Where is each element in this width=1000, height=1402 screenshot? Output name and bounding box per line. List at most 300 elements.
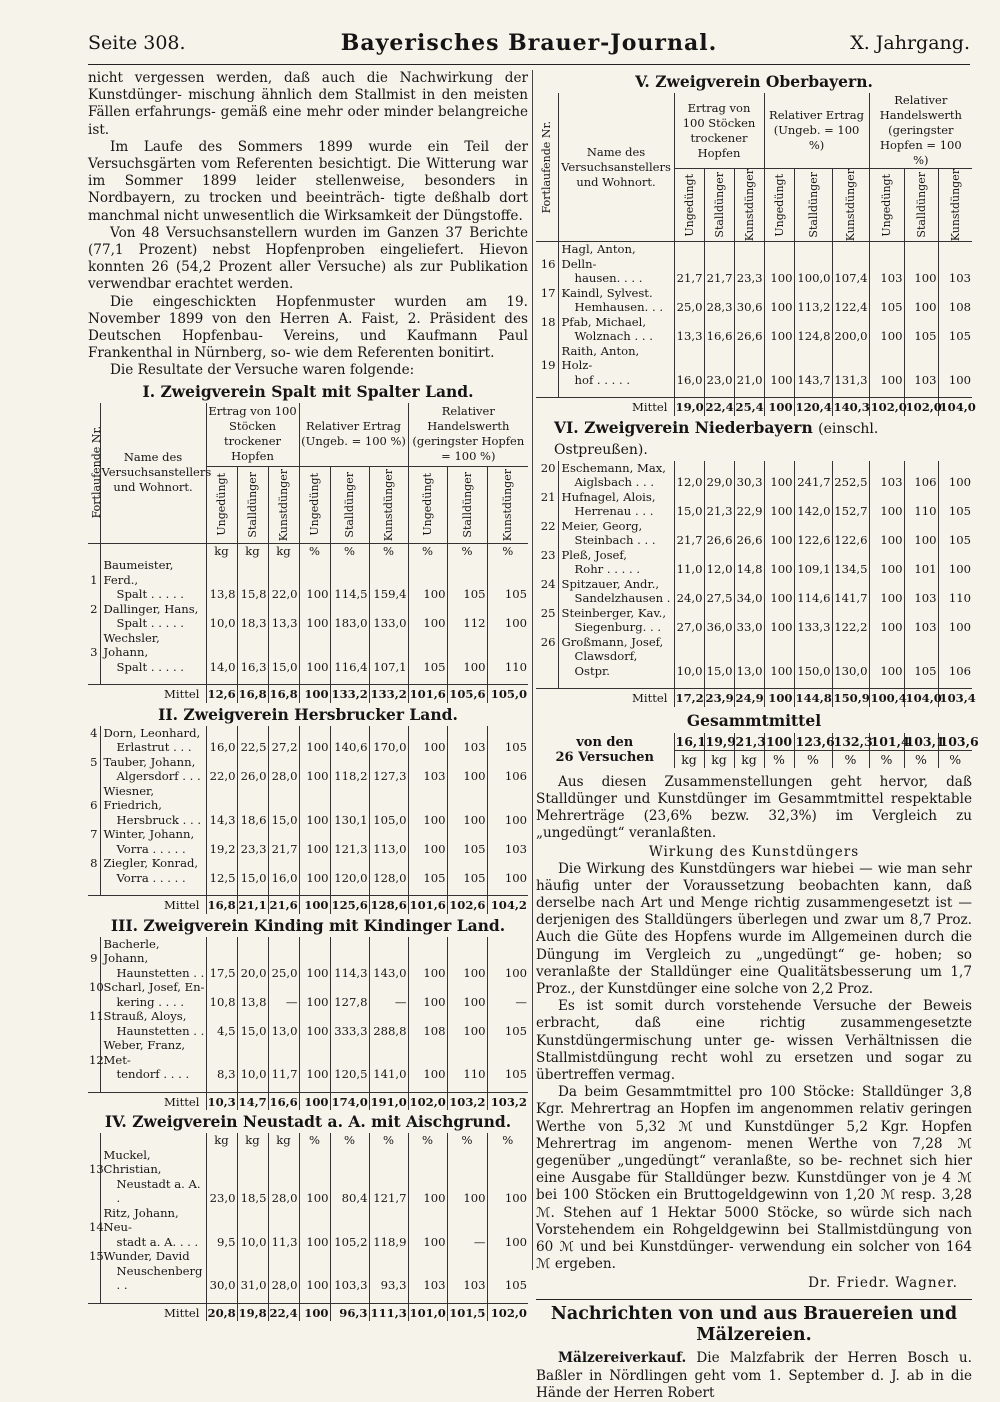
cell bbox=[536, 300, 558, 315]
cell bbox=[764, 519, 794, 534]
name-line: Scharl, Josef, En- bbox=[100, 980, 206, 995]
col-header-rel-ertrag: Relativer Ertrag (Ungeb. = 100 %) bbox=[299, 403, 408, 467]
value-cell: 120,5 bbox=[330, 1067, 369, 1082]
cell bbox=[904, 577, 938, 592]
results-table bbox=[88, 726, 528, 914]
cell bbox=[938, 286, 972, 301]
cell bbox=[206, 827, 237, 842]
table-row bbox=[536, 533, 972, 548]
cell bbox=[237, 885, 268, 896]
location-line: Siegenburg. . . bbox=[558, 620, 674, 635]
row-number: 14 bbox=[88, 1206, 100, 1235]
cell bbox=[299, 827, 330, 842]
cell bbox=[447, 980, 487, 995]
cell bbox=[832, 606, 869, 621]
cell bbox=[88, 674, 100, 685]
cell bbox=[938, 461, 972, 476]
location-line: Aiglsbach . . . bbox=[558, 475, 674, 490]
cell bbox=[674, 678, 704, 689]
gesammt-label-2: 26 Versuchen bbox=[555, 750, 654, 766]
table-row bbox=[536, 504, 972, 519]
value-cell: 100 bbox=[447, 660, 487, 675]
row-number: 11 bbox=[89, 1009, 104, 1024]
row-number: 10 bbox=[89, 980, 104, 995]
value-cell: 18,6 bbox=[237, 813, 268, 828]
value-cell: 105 bbox=[408, 871, 447, 886]
mittel-value: 103,2 bbox=[487, 1092, 528, 1110]
cell bbox=[832, 577, 869, 592]
table-row bbox=[88, 1009, 528, 1024]
value-cell: 107,4 bbox=[832, 271, 869, 286]
value-cell: 26,6 bbox=[734, 533, 764, 548]
col-header-rel-handel: Relativer Handelswerth (geringster Hopfen = 100 %) bbox=[408, 403, 528, 467]
value-cell: 10,0 bbox=[237, 1067, 268, 1082]
cell bbox=[206, 1249, 237, 1264]
cell bbox=[447, 674, 487, 685]
cell bbox=[938, 678, 972, 689]
value-cell: 100 bbox=[948, 372, 972, 387]
value-cell: 114,3 bbox=[330, 966, 369, 981]
name-line: Ritz, Johann, Neu- bbox=[100, 1206, 206, 1235]
table-row bbox=[88, 769, 528, 784]
value-cell: 13,3 bbox=[674, 329, 704, 344]
cell bbox=[487, 980, 528, 995]
cell bbox=[447, 1293, 487, 1304]
cell bbox=[408, 631, 447, 660]
value-cell: 110 bbox=[904, 504, 938, 519]
value-cell: 100 bbox=[299, 769, 330, 784]
table-row bbox=[536, 286, 972, 301]
cell bbox=[764, 548, 794, 563]
gesammt-unit: % bbox=[832, 750, 869, 768]
cell bbox=[237, 755, 268, 770]
section-title: V. Zweigverein Oberbayern. bbox=[635, 72, 873, 91]
cell bbox=[408, 674, 447, 685]
gesammt-value: 132,3 bbox=[833, 733, 873, 749]
results-table-right bbox=[536, 93, 976, 416]
value-cell: 13,0 bbox=[734, 649, 764, 678]
value-cell: 100 bbox=[869, 329, 904, 344]
cell bbox=[794, 344, 832, 373]
cell bbox=[369, 602, 408, 617]
value-cell: 100 bbox=[299, 616, 330, 631]
cell bbox=[904, 242, 938, 272]
unit-cell: kg bbox=[206, 1133, 237, 1148]
value-cell: 13,8 bbox=[237, 995, 268, 1010]
results-table bbox=[88, 1133, 528, 1321]
row-number: 17 bbox=[536, 286, 558, 301]
cell bbox=[794, 606, 832, 621]
name-line: Raith, Anton, Holz- bbox=[558, 344, 674, 373]
mittel-value: 10,3 bbox=[206, 1092, 237, 1110]
value-cell: 17,5 bbox=[206, 966, 237, 981]
unit-cell: % bbox=[330, 1133, 369, 1148]
row-number: 8 bbox=[88, 856, 100, 871]
value-cell: 116,4 bbox=[330, 660, 369, 675]
cell bbox=[938, 344, 972, 373]
gesammt-label bbox=[536, 733, 674, 768]
cell bbox=[938, 577, 972, 592]
cell bbox=[536, 373, 558, 388]
value-cell: 200,0 bbox=[832, 329, 869, 344]
cell bbox=[447, 631, 487, 660]
name-line: Dallinger, Hans, bbox=[100, 602, 206, 617]
value-cell: 9,5 bbox=[206, 1235, 237, 1250]
value-cell: 105 bbox=[504, 1278, 527, 1293]
cell bbox=[447, 784, 487, 813]
col-header-name: Name des Versuchsanstellers und Wohnort. bbox=[100, 403, 206, 544]
value-cell: 15,0 bbox=[268, 813, 299, 828]
value-cell: 30,6 bbox=[734, 300, 764, 315]
units-row bbox=[88, 1133, 528, 1148]
location-line: Neuschenberg . . bbox=[100, 1264, 206, 1293]
value-cell: 252,5 bbox=[832, 475, 869, 490]
cell bbox=[268, 602, 299, 617]
table-row bbox=[88, 1264, 528, 1293]
cell bbox=[237, 1293, 268, 1304]
value-cell: — bbox=[369, 995, 408, 1010]
value-cell: 105 bbox=[447, 871, 487, 886]
value-cell: 159,4 bbox=[369, 587, 408, 602]
cell bbox=[904, 461, 938, 476]
mittel-value: 120,4 bbox=[794, 398, 832, 416]
cell bbox=[487, 1293, 528, 1304]
location-line: hof . . . . . bbox=[558, 373, 674, 388]
value-cell: 30,0 bbox=[206, 1264, 237, 1293]
cell bbox=[268, 1009, 299, 1024]
cell bbox=[487, 1038, 528, 1067]
table-row bbox=[88, 1249, 528, 1264]
cell bbox=[330, 827, 369, 842]
name-line: Pfab, Michael, bbox=[558, 315, 674, 330]
location-line: Hersbruck . . . bbox=[100, 813, 206, 828]
value-cell: 183,0 bbox=[330, 616, 369, 631]
mittel-value: 101,6 bbox=[408, 685, 447, 703]
value-cell: 103 bbox=[904, 620, 938, 635]
cell bbox=[206, 856, 237, 871]
mittel-value: 103,4 bbox=[938, 689, 972, 707]
mittel-value: 19,0 bbox=[674, 398, 704, 416]
table-row bbox=[88, 1206, 528, 1235]
row-number: 1 bbox=[88, 558, 100, 587]
table-row bbox=[88, 740, 528, 755]
value-cell: 105 bbox=[504, 1067, 527, 1082]
value-cell: 134,5 bbox=[832, 562, 869, 577]
subheader: Stalldünger bbox=[237, 466, 268, 543]
value-cell: 11,3 bbox=[268, 1235, 299, 1250]
value-cell: — bbox=[268, 995, 299, 1010]
value-cell: 103 bbox=[869, 475, 904, 490]
value-cell: 10,0 bbox=[237, 1235, 268, 1250]
cell bbox=[794, 315, 832, 330]
cell bbox=[268, 631, 299, 660]
cell bbox=[206, 1009, 237, 1024]
mittel-row bbox=[88, 685, 528, 703]
cell bbox=[447, 1148, 487, 1177]
cell bbox=[330, 1206, 369, 1235]
cell bbox=[734, 490, 764, 505]
value-cell: 105 bbox=[504, 740, 527, 755]
value-cell: 100 bbox=[504, 1234, 527, 1249]
cell bbox=[447, 856, 487, 871]
cell bbox=[237, 602, 268, 617]
value-cell: 127,3 bbox=[369, 769, 408, 784]
value-cell: 120,0 bbox=[330, 871, 369, 886]
value-cell: 100 bbox=[504, 812, 527, 827]
value-cell: 18,5 bbox=[237, 1177, 268, 1206]
mittel-value: 19,8 bbox=[237, 1303, 268, 1321]
cell bbox=[330, 784, 369, 813]
value-cell: 109,1 bbox=[794, 562, 832, 577]
cell bbox=[904, 635, 938, 650]
location-line: Haunstetten . . bbox=[100, 1024, 206, 1039]
table-row bbox=[88, 937, 528, 966]
table-row bbox=[88, 784, 528, 813]
cell bbox=[794, 548, 832, 563]
name-line: Tauber, Johann, bbox=[100, 755, 206, 770]
cell bbox=[734, 286, 764, 301]
cell bbox=[447, 558, 487, 587]
row-number: 9 bbox=[88, 937, 100, 966]
cell bbox=[704, 606, 734, 621]
value-cell: 107,1 bbox=[369, 660, 408, 675]
value-cell: 105 bbox=[904, 329, 938, 344]
cell bbox=[408, 1082, 447, 1093]
row-number: 23 bbox=[536, 548, 558, 563]
table-row bbox=[536, 577, 972, 592]
value-cell: — bbox=[515, 994, 527, 1009]
name-line: Hufnagel, Alois, bbox=[558, 490, 674, 505]
value-cell: 100 bbox=[299, 995, 330, 1010]
cell bbox=[869, 286, 904, 301]
value-cell: 141,0 bbox=[369, 1067, 408, 1082]
value-cell: 100 bbox=[447, 966, 487, 981]
cell bbox=[299, 1038, 330, 1067]
cell bbox=[88, 769, 100, 784]
cell bbox=[794, 387, 832, 398]
value-cell: 15,0 bbox=[237, 871, 268, 886]
value-cell: 105 bbox=[504, 1023, 527, 1038]
value-cell: 100 bbox=[869, 504, 904, 519]
value-cell: 113,2 bbox=[794, 300, 832, 315]
cell bbox=[832, 519, 869, 534]
cell bbox=[268, 726, 299, 741]
name-line: Hagl, Anton, Delln- bbox=[558, 242, 674, 272]
gesammt-unit: % bbox=[794, 750, 832, 768]
cell bbox=[447, 1206, 487, 1235]
table-row bbox=[88, 980, 528, 995]
cell bbox=[369, 827, 408, 842]
value-cell: 103 bbox=[904, 373, 938, 388]
value-cell: 100 bbox=[447, 995, 487, 1010]
value-cell: 100 bbox=[869, 533, 904, 548]
cell bbox=[832, 461, 869, 476]
cell bbox=[447, 1082, 487, 1093]
location-line: Vorra . . . . . bbox=[100, 842, 206, 857]
value-cell: 15,0 bbox=[704, 649, 734, 678]
cell bbox=[408, 784, 447, 813]
value-cell: 23,3 bbox=[734, 271, 764, 286]
row-number: 4 bbox=[88, 726, 100, 741]
cell bbox=[237, 1082, 268, 1093]
name-line: Kaindl, Sylvest. bbox=[558, 286, 674, 301]
subheader: Kunstdünger bbox=[268, 466, 299, 543]
cell bbox=[268, 980, 299, 995]
cell bbox=[299, 755, 330, 770]
mittel-value: 140,3 bbox=[832, 398, 869, 416]
value-cell: 13,3 bbox=[268, 616, 299, 631]
mittel-value: 16,8 bbox=[237, 685, 268, 703]
cell bbox=[100, 543, 206, 558]
gesammt-unit: % bbox=[904, 750, 938, 768]
news-paragraph: Mälzereiverkauf. Die Malzfabrik der Herren Bosch u. Baßler in Nördlingen geht vom 1. September d. J. ab in die Hände der Herren Robert bbox=[536, 1350, 972, 1401]
value-cell: 105 bbox=[904, 649, 938, 678]
cell bbox=[299, 1148, 330, 1177]
value-cell: 100 bbox=[764, 620, 794, 635]
mittel-value: 133,2 bbox=[369, 685, 408, 703]
cell bbox=[206, 1206, 237, 1235]
cell bbox=[869, 606, 904, 621]
location-line: Haunstetten . . bbox=[100, 966, 206, 981]
subheader: Kunstdünger bbox=[734, 169, 764, 242]
mittel-value: 100 bbox=[299, 1092, 330, 1110]
cell bbox=[487, 1249, 528, 1264]
gesammt-value: 16,1 bbox=[675, 733, 706, 749]
value-cell: 110 bbox=[447, 1067, 487, 1082]
cell bbox=[268, 1206, 299, 1235]
cell bbox=[299, 558, 330, 587]
value-cell: 142,0 bbox=[794, 504, 832, 519]
value-cell: 22,0 bbox=[268, 587, 299, 602]
gesammt-title: Gesammtmittel bbox=[686, 710, 822, 730]
subheader: Stalldünger bbox=[704, 169, 734, 242]
value-cell: 103 bbox=[948, 271, 972, 286]
table-row bbox=[88, 966, 528, 981]
value-cell: 25,0 bbox=[674, 300, 704, 315]
value-cell: 130,0 bbox=[832, 649, 869, 678]
cell bbox=[832, 242, 869, 272]
mittel-value: 104,0 bbox=[938, 398, 972, 416]
cell bbox=[447, 937, 487, 966]
mittel-value: 21,6 bbox=[268, 896, 299, 914]
cell bbox=[88, 813, 100, 828]
mittel-value: 23,9 bbox=[704, 689, 734, 707]
value-cell: 100 bbox=[869, 591, 904, 606]
value-cell: 105 bbox=[447, 587, 487, 602]
gesammt-unit: % bbox=[938, 750, 972, 768]
cell bbox=[447, 726, 487, 741]
subheader: Ungedüngt bbox=[299, 466, 330, 543]
cell bbox=[487, 674, 528, 685]
mittel-row bbox=[88, 1303, 528, 1321]
cell bbox=[268, 1038, 299, 1067]
cell bbox=[938, 635, 972, 650]
value-cell: 101 bbox=[904, 562, 938, 577]
cell bbox=[299, 631, 330, 660]
cell bbox=[764, 344, 794, 373]
cell bbox=[832, 490, 869, 505]
units-row bbox=[88, 543, 528, 558]
value-cell: 100 bbox=[408, 587, 447, 602]
table-row bbox=[536, 344, 972, 373]
value-cell: 16,0 bbox=[674, 373, 704, 388]
value-cell: 110 bbox=[948, 591, 971, 606]
value-cell: 100 bbox=[299, 966, 330, 981]
cell bbox=[734, 242, 764, 272]
value-cell: 4,5 bbox=[206, 1024, 237, 1039]
value-cell: 105 bbox=[408, 660, 447, 675]
cell bbox=[330, 1148, 369, 1177]
value-cell: 100 bbox=[447, 813, 487, 828]
cell bbox=[88, 871, 100, 886]
unit-cell: % bbox=[447, 1133, 487, 1148]
cell bbox=[237, 1249, 268, 1264]
table-row bbox=[536, 242, 972, 272]
mittel-row bbox=[88, 1092, 528, 1110]
value-cell: 100 bbox=[408, 995, 447, 1010]
cell bbox=[299, 1206, 330, 1235]
value-cell: 34,0 bbox=[734, 591, 764, 606]
mittel-value: 96,3 bbox=[330, 1303, 369, 1321]
value-cell: 31,0 bbox=[237, 1264, 268, 1293]
value-cell: 100 bbox=[447, 769, 487, 784]
cell bbox=[869, 678, 904, 689]
value-cell: 14,3 bbox=[206, 813, 237, 828]
value-cell: 106 bbox=[948, 663, 971, 678]
value-cell: 15,8 bbox=[237, 587, 268, 602]
cell bbox=[764, 606, 794, 621]
table-row bbox=[88, 558, 528, 587]
value-cell: 100 bbox=[869, 562, 904, 577]
cell bbox=[487, 631, 528, 660]
value-cell: 114,5 bbox=[330, 587, 369, 602]
table-row bbox=[536, 475, 972, 490]
cell bbox=[100, 1082, 206, 1093]
table-row bbox=[88, 1024, 528, 1039]
cell bbox=[369, 1206, 408, 1235]
value-cell: 100 bbox=[299, 1235, 330, 1250]
cell bbox=[408, 885, 447, 896]
value-cell: 100 bbox=[764, 591, 794, 606]
gesammt-unit: % bbox=[869, 750, 904, 768]
value-cell: 122,6 bbox=[794, 533, 832, 548]
row-number: 22 bbox=[536, 519, 558, 534]
cell bbox=[369, 1009, 408, 1024]
cell bbox=[330, 755, 369, 770]
value-cell: 103 bbox=[408, 769, 447, 784]
cell bbox=[674, 548, 704, 563]
cell bbox=[832, 344, 869, 373]
table-row bbox=[88, 726, 528, 741]
cell bbox=[299, 1082, 330, 1093]
table-row bbox=[88, 755, 528, 770]
table-row bbox=[88, 856, 528, 871]
table-row bbox=[536, 315, 972, 330]
cell bbox=[536, 562, 558, 577]
table-row bbox=[536, 300, 972, 315]
value-cell: 127,8 bbox=[330, 995, 369, 1010]
value-cell: 170,0 bbox=[369, 740, 408, 755]
table-row bbox=[88, 1148, 528, 1177]
cell bbox=[536, 591, 558, 606]
mittel-value: 21,1 bbox=[237, 896, 268, 914]
cell bbox=[299, 937, 330, 966]
cell bbox=[237, 726, 268, 741]
cell bbox=[369, 1249, 408, 1264]
subheader: Ungedüngt bbox=[869, 169, 904, 242]
location-line: Sandelzhausen . bbox=[558, 591, 674, 606]
gesammt-value: 100 bbox=[765, 733, 793, 749]
